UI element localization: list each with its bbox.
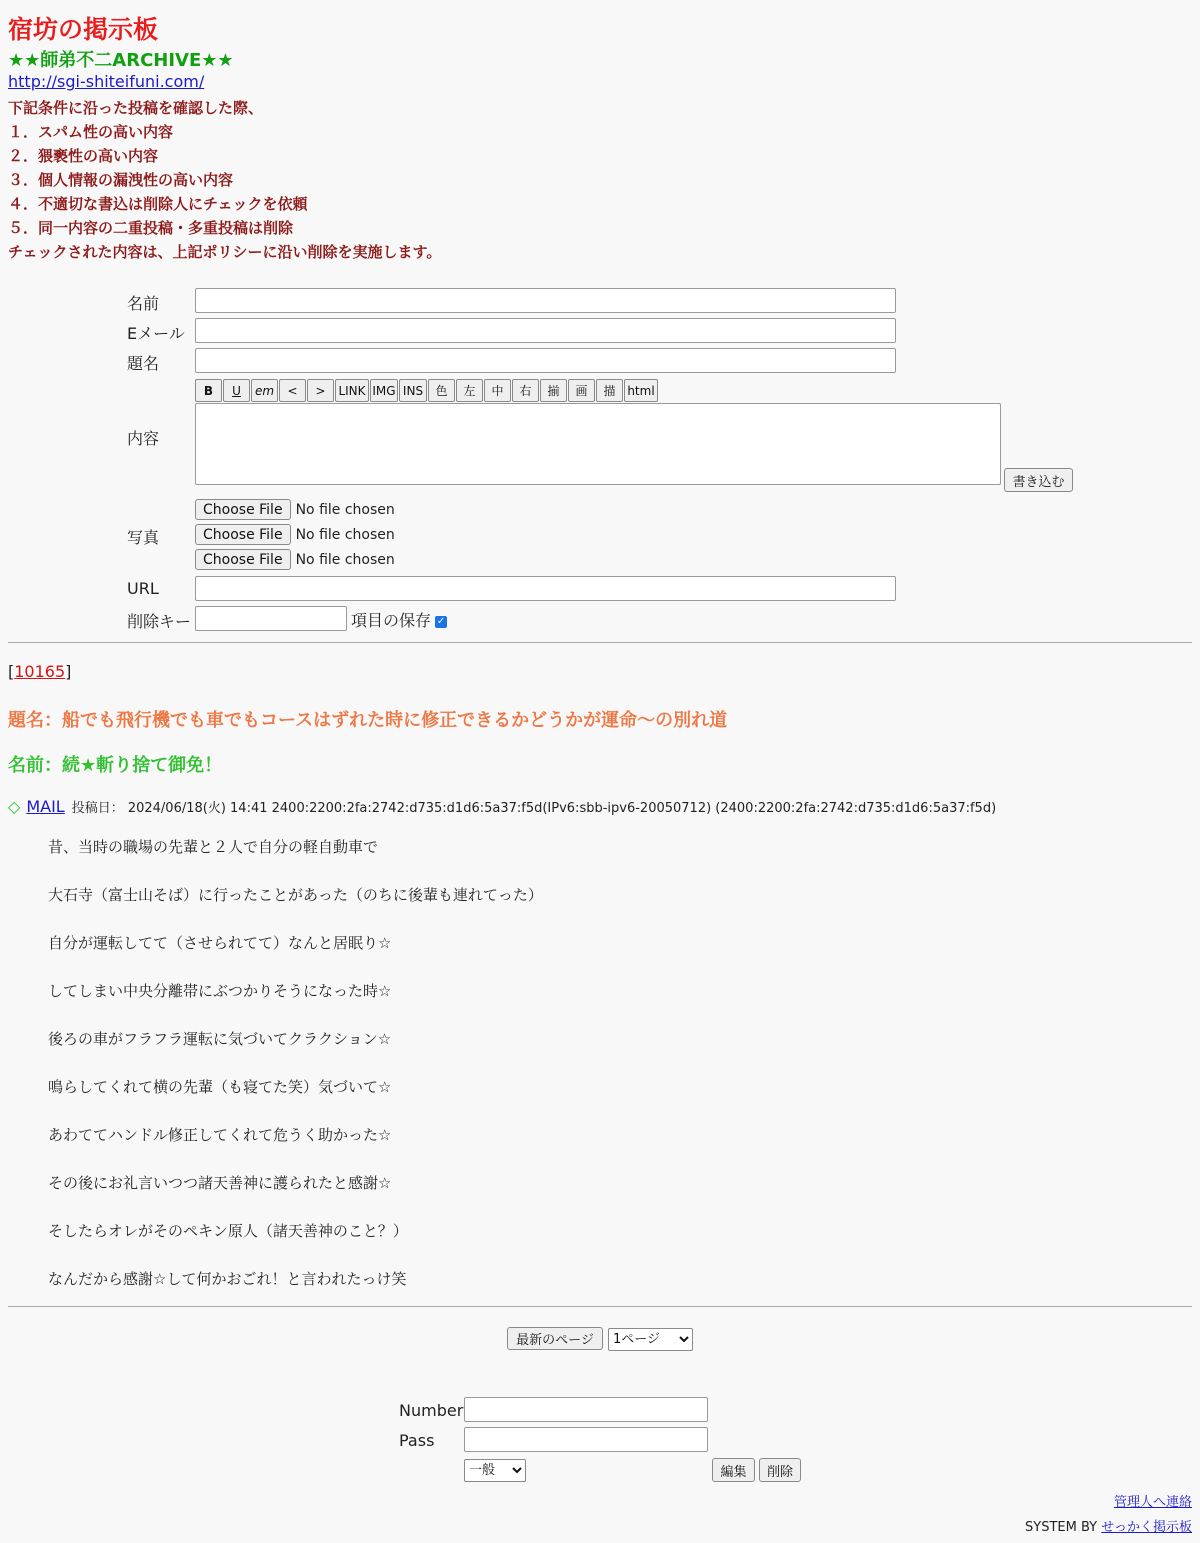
- subject-input[interactable]: [195, 348, 896, 373]
- email-input[interactable]: [195, 318, 896, 343]
- post-body: [48, 836, 543, 1316]
- system-link[interactable]: せっかく掲示板: [1101, 1520, 1192, 1535]
- rule-line: １．スパム性の高い内容: [8, 123, 174, 141]
- file-status: No file chosen: [295, 526, 395, 543]
- choose-file-button[interactable]: Choose File: [195, 499, 291, 520]
- emphasis-button[interactable]: em: [251, 379, 278, 402]
- bold-button[interactable]: B: [195, 379, 222, 402]
- post-body-line: 昔、当時の職場の先輩と２人で自分の軽自動車で: [48, 838, 379, 856]
- ins-button[interactable]: INS: [399, 379, 427, 402]
- post-subject: 題名：船でも飛行機でも車でもコースはずれた時に修正できるかどうかが運命〜の別れ道: [8, 710, 728, 731]
- draw-button[interactable]: 描: [596, 379, 623, 402]
- pass-input[interactable]: [464, 1427, 708, 1452]
- pass-label: Pass: [399, 1431, 435, 1450]
- align-left-button[interactable]: 左: [456, 379, 483, 402]
- rule-line: ３．個人情報の漏洩性の高い内容: [8, 171, 234, 189]
- post-body-line: してしまい中央分離帯にぶつかりそうになった時☆: [48, 982, 392, 1000]
- post-body-line: なんだから感謝☆して何かおごれ！と言われたっけ笑: [48, 1270, 407, 1288]
- format-toolbar: [195, 379, 659, 402]
- choose-file-button[interactable]: Choose File: [195, 524, 291, 545]
- content-label: 内容: [127, 429, 160, 448]
- photo-file-3: [195, 549, 395, 570]
- post-body-line: その後にお礼言いつつ諸天善神に護られたと感謝☆: [48, 1174, 392, 1192]
- greater-than-button[interactable]: >: [307, 379, 334, 402]
- mail-link[interactable]: MAIL: [26, 797, 65, 816]
- delete-button[interactable]: 削除: [759, 1458, 801, 1482]
- align-center-button[interactable]: 中: [484, 379, 511, 402]
- image-button[interactable]: 画: [568, 379, 595, 402]
- file-status: No file chosen: [295, 551, 395, 568]
- system-prefix: SYSTEM BY: [1025, 1520, 1102, 1535]
- save-items-checkbox[interactable]: ✓: [436, 616, 446, 627]
- board-subtitle: ★★師弟不二ARCHIVE★★: [8, 50, 234, 71]
- email-label: Eメール: [127, 324, 185, 343]
- latest-page-button[interactable]: 最新のページ: [507, 1327, 603, 1350]
- rule-line: ４．不適切な書込は削除人にチェックを依頼: [8, 195, 308, 213]
- align-right-button[interactable]: 右: [512, 379, 539, 402]
- html-button[interactable]: html: [624, 379, 658, 402]
- contact-admin-link[interactable]: 管理人へ連絡: [1113, 1495, 1192, 1510]
- post-meta: [8, 797, 996, 816]
- post-body-line: そしたらオレがそのペキン原人（諸天善神のこと？）: [48, 1222, 408, 1240]
- divider: [8, 1306, 1192, 1307]
- post-date-info: 投稿日： 2024/06/18(火) 14:41 2400:2200:2fa:2742:d735:d1d6:5a37:f5d(IPv6:sbb-ipv6-20050712) (2400:2200:2fa:2742:d735:d1d6:5a37:f5d): [71, 801, 997, 816]
- less-than-button[interactable]: <: [279, 379, 306, 402]
- justify-button[interactable]: 揃: [540, 379, 567, 402]
- rule-line: ２．猥褻性の高い内容: [8, 147, 159, 165]
- post-body-line: 自分が運転してて（させられてて）なんと居眠り☆: [48, 934, 392, 952]
- diamond-icon: ◇: [8, 797, 21, 816]
- photo-file-2: [195, 524, 395, 545]
- link-button[interactable]: LINK: [335, 379, 369, 402]
- rule-line: ５．同一内容の二重投稿・多重投稿は削除: [8, 219, 294, 237]
- number-label: Number: [399, 1401, 464, 1420]
- file-status: No file chosen: [295, 501, 395, 518]
- color-button[interactable]: 色: [428, 379, 455, 402]
- post-body-line: 後ろの車がフラフラ運転に気づいてクラクション☆: [48, 1030, 392, 1048]
- name-label: 名前: [127, 294, 160, 313]
- system-credit: [1025, 1516, 1192, 1535]
- board-title: 宿坊の掲示板: [8, 15, 159, 44]
- posting-rules: [8, 96, 441, 264]
- page-select[interactable]: [608, 1328, 693, 1351]
- rule-line: チェックされた内容は、上記ポリシーに沿い削除を実施します。: [8, 243, 442, 261]
- photo-label: 写真: [127, 528, 160, 547]
- img-button[interactable]: IMG: [370, 379, 398, 402]
- divider: [8, 642, 1192, 643]
- save-items-label: 項目の保存: [351, 611, 432, 630]
- mode-select[interactable]: [464, 1459, 526, 1482]
- rule-line: 下記条件に沿った投稿を確認した際、: [8, 99, 264, 117]
- post-number-link[interactable]: 10165: [14, 662, 66, 681]
- content-textarea[interactable]: [195, 403, 1001, 485]
- post-body-line: あわててハンドル修正してくれて危うく助かった☆: [48, 1126, 392, 1144]
- post-body-line: 大石寺（富士山そば）に行ったことがあった（のちに後輩も連れてった）: [48, 886, 543, 904]
- url-label: URL: [127, 579, 159, 598]
- save-items-option: [351, 608, 447, 631]
- submit-button[interactable]: 書き込む: [1004, 468, 1073, 492]
- underline-button[interactable]: U: [223, 379, 250, 402]
- post-author: 名前：続★斬り捨て御免！: [8, 755, 223, 776]
- post-number: [10165]: [8, 662, 72, 681]
- site-link[interactable]: http://sgi-shiteifuni.com/: [8, 72, 205, 91]
- photo-file-1: [195, 499, 395, 520]
- delete-key-input[interactable]: [195, 606, 347, 631]
- number-input[interactable]: [464, 1397, 708, 1422]
- post-body-line: 鳴らしてくれて横の先輩（も寝てた笑）気づいて☆: [48, 1078, 392, 1096]
- delete-key-label: 削除キー: [127, 612, 192, 631]
- choose-file-button[interactable]: Choose File: [195, 549, 291, 570]
- edit-button[interactable]: 編集: [712, 1458, 755, 1482]
- url-input[interactable]: [195, 576, 896, 601]
- subject-label: 題名: [127, 354, 160, 373]
- name-input[interactable]: [195, 288, 896, 313]
